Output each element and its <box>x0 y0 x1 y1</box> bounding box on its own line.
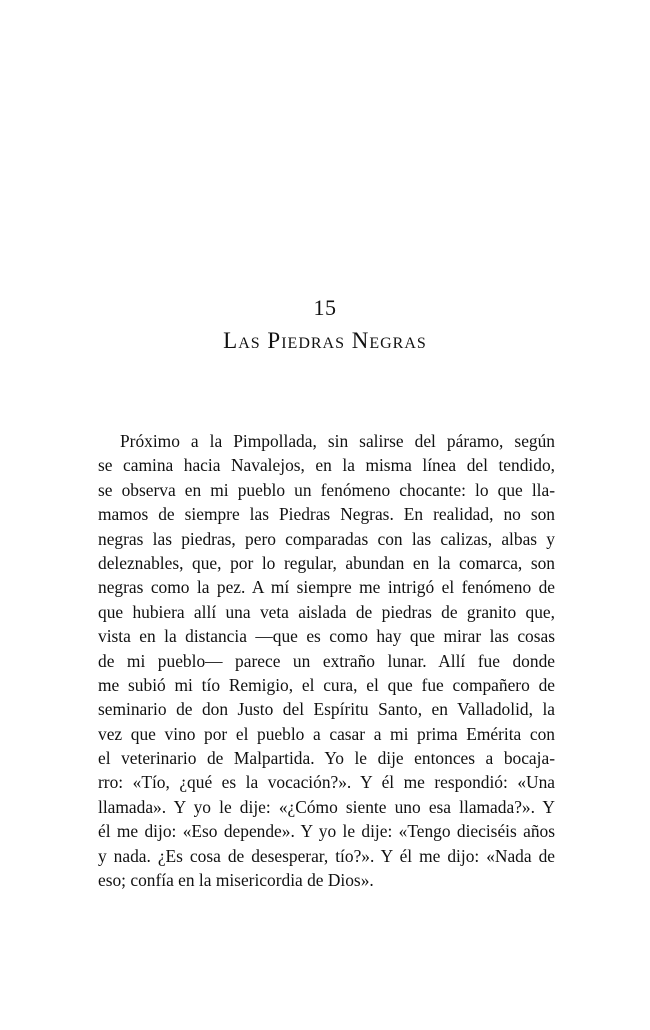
paragraph-line: se observa en mi pueblo un fenómeno chocante: lo que lla- <box>98 479 555 500</box>
paragraph-line: negras las piedras, pero comparadas con las calizas, albas y <box>98 528 555 549</box>
paragraph-line: negras como la pez. A mí siempre me intrigó el fenómeno de <box>98 577 555 598</box>
paragraph-line: que hubiera allí una veta aislada de piedras de granito que, <box>98 601 555 622</box>
paragraph-line: se camina hacia Navalejos, en la misma línea del tendido, <box>98 455 555 476</box>
paragraph-line: mamos de siempre las Piedras Negras. En realidad, no son <box>98 504 555 525</box>
paragraph-line: el veterinario de Malpartida. Yo le dije entonces a bocaja- <box>98 748 555 769</box>
paragraph-line: vista en la distancia —que es como hay que mirar las cosas <box>98 626 555 647</box>
paragraph-line: de mi pueblo— parece un extraño lunar. Allí fue donde <box>98 650 555 671</box>
paragraph-line: llamada». Y yo le dije: «¿Cómo siente uno esa llamada?». Y <box>98 796 555 817</box>
paragraph-line: Próximo a la Pimpollada, sin salirse del páramo, según <box>120 431 555 451</box>
chapter-title: Las Piedras Negras <box>223 328 427 353</box>
paragraph-line: seminario de don Justo del Espíritu Santo, en Valladolid, la <box>98 699 555 720</box>
paragraph-line: vez que vino por el pueblo a casar a mi prima Emérita con <box>98 723 555 744</box>
paragraph-line: eso; confía en la misericordia de Dios». <box>98 870 374 891</box>
chapter-paragraph <box>98 429 555 892</box>
paragraph-line: me subió mi tío Remigio, el cura, el que fue compañero de <box>98 674 555 695</box>
paragraph-line: y nada. ¿Es cosa de desesperar, tío?». Y él me dijo: «Nada de <box>98 845 555 866</box>
paragraph-line: él me dijo: «Eso depende». Y yo le dije: «Tengo dieciséis años <box>98 821 555 842</box>
paragraph-line: deleznables, que, por lo regular, abundan en la comarca, son <box>98 552 555 573</box>
chapter-number: 15 <box>313 295 337 320</box>
paragraph-line: rro: «Tío, ¿qué es la vocación?». Y él me respondió: «Una <box>98 772 555 793</box>
